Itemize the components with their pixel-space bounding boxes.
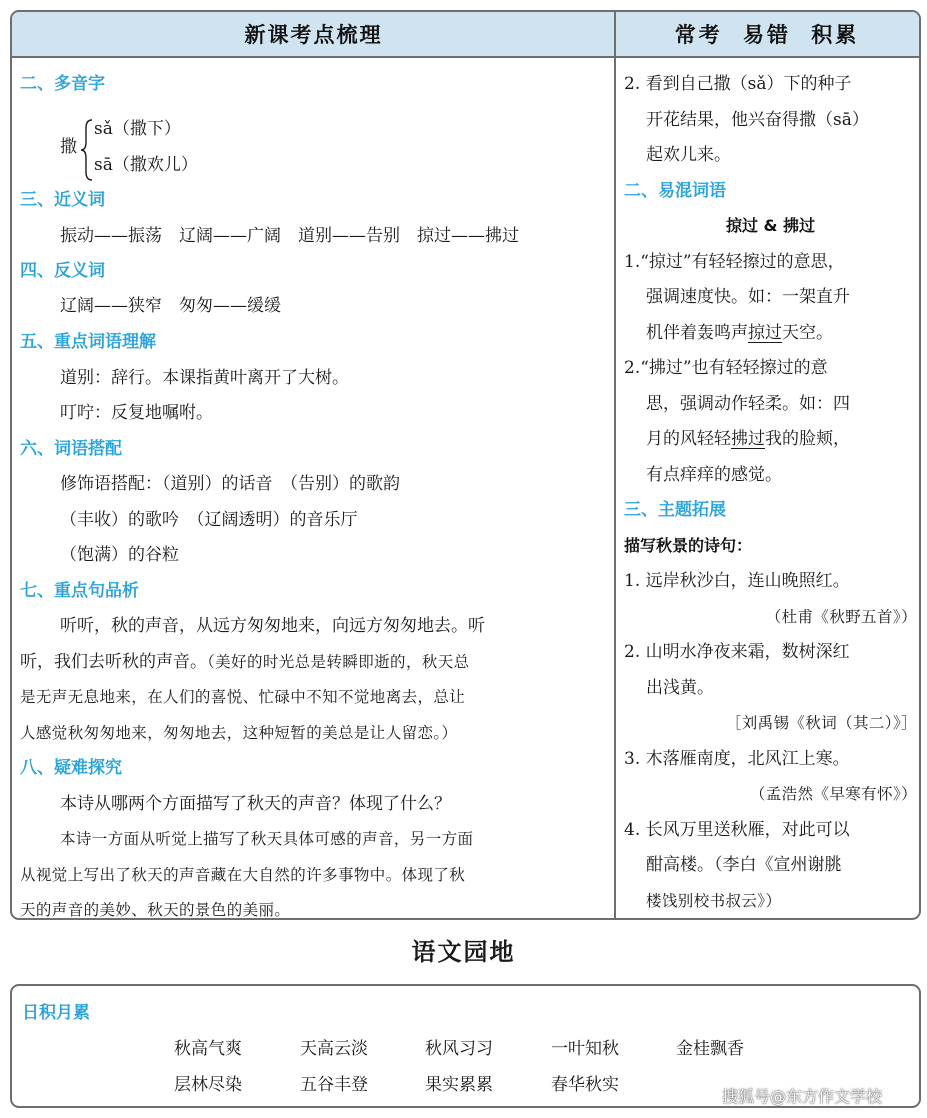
synonym-line: 振动——振荡 辽阔——广阔 道别——告别 掠过——拂过 bbox=[60, 226, 519, 246]
question-line: 本诗从哪两个方面描写了秋天的声音？体现了什么？ bbox=[60, 794, 451, 814]
idiom-2: 天高云淡 bbox=[300, 1039, 368, 1059]
polyphone-char: 撒 bbox=[60, 137, 77, 157]
antonym-line: 辽阔——狭窄 匆匆——缓缓 bbox=[60, 296, 281, 316]
vocab-line-2: 叮咛：反复地嘱咐。 bbox=[60, 403, 213, 423]
collocation-line-1: 修饰语搭配：（道别）的话音 （告别）的歌韵 bbox=[60, 474, 400, 494]
daily-accumulation-title: 日积月累 bbox=[22, 1003, 90, 1023]
idiom-7: 五谷丰登 bbox=[300, 1075, 368, 1095]
watermark: 搜狐号@东方作文学校 bbox=[722, 1087, 883, 1106]
answer-line-3: 天的声音的美妙、秋天的景色的美丽。 bbox=[20, 901, 291, 919]
section-vocab-title: 五、重点词语理解 bbox=[20, 332, 156, 352]
confusing-1-underlined: 掠过 bbox=[748, 323, 782, 343]
polyphone-reading-1: sǎ（撒下） bbox=[94, 119, 181, 139]
confusing-2-line-3 bbox=[646, 421, 850, 457]
section-polyphone-title: 二、多音字 bbox=[20, 74, 105, 94]
collocation-line-2: （丰收）的歌吟 （辽阔透明）的音乐厅 bbox=[60, 510, 358, 530]
sentence-line-2 bbox=[20, 644, 470, 680]
poem-4-line-3: 楼饯别校书叔云》） bbox=[646, 892, 782, 910]
poem-3-source: （孟浩然《早寒有怀》） bbox=[749, 785, 917, 803]
right-column-header: 常考 易错 积累 bbox=[615, 12, 919, 58]
theme-subtitle: 描写秋景的诗句： bbox=[624, 536, 753, 555]
confusing-1-line-2: 强调速度快。如：一架直升 bbox=[646, 287, 850, 307]
example-2-line-2: 开花结果，他兴奋得撒（sā） bbox=[646, 110, 869, 130]
column-divider bbox=[614, 12, 616, 918]
poem-2-line-2: 出浅黄。 bbox=[646, 678, 714, 698]
polyphone-brace-group bbox=[60, 114, 260, 184]
poem-1-line: 1. 远岸秋沙白，连山晚照红。 bbox=[624, 571, 850, 591]
sentence-note-line-3: 是无声无息地来，在人们的喜悦、忙碌中不知不觉地离去，总让 bbox=[20, 688, 466, 706]
sentence-line-2-main: 听，我们去听秋的声音。 bbox=[20, 652, 207, 672]
confusing-1-text-a: 机伴着轰鸣声 bbox=[646, 323, 748, 343]
confusing-1-text-b: 天空。 bbox=[782, 323, 833, 343]
section-sentence-title: 七、重点句品析 bbox=[20, 581, 139, 601]
collocation-line-3: （饱满）的谷粒 bbox=[60, 545, 179, 565]
sentence-line-1: 听听，秋的声音，从远方匆匆地来，向远方匆匆地去。听 bbox=[60, 616, 485, 636]
sentence-note-line-4: 人感觉秋匆匆地来，匆匆地去，这种短暂的美总是让人留恋。） bbox=[20, 724, 458, 742]
study-notes-panel bbox=[10, 10, 921, 920]
section-title-yuwen-yuandi: 语文园地 bbox=[411, 938, 516, 966]
section-collocation-title: 六、词语搭配 bbox=[20, 439, 122, 459]
confusing-2-line-4: 有点痒痒的感觉。 bbox=[646, 465, 782, 485]
confusing-2-line-1: 2.“拂过”也有轻轻擦过的意 bbox=[624, 358, 828, 378]
sentence-line-2-note: （美好的时光总是转瞬即逝的，秋天总 bbox=[207, 653, 470, 671]
idiom-5: 金桂飘香 bbox=[676, 1039, 744, 1059]
poem-2-line-1: 2. 山明水净夜来霜，数树深红 bbox=[624, 642, 850, 662]
section-synonym-title: 三、近义词 bbox=[20, 190, 105, 210]
poem-4-line-2: 酣高楼。（李白《宣州谢朓 bbox=[646, 855, 842, 875]
vocab-line-1: 道别：辞行。本课指黄叶离开了大树。 bbox=[60, 368, 349, 388]
poem-4-line-1: 4. 长风万里送秋雁，对此可以 bbox=[624, 820, 850, 840]
confusing-1-line-3 bbox=[646, 315, 833, 351]
poem-3-line: 3. 木落雁南度，北风江上寒。 bbox=[624, 749, 850, 769]
section-antonym-title: 四、反义词 bbox=[20, 261, 105, 281]
polyphone-reading-2: sā（撒欢儿） bbox=[94, 155, 198, 175]
example-2-line-3: 起欢儿来。 bbox=[646, 145, 731, 165]
section-question-title: 八、疑难探究 bbox=[20, 758, 122, 778]
idiom-1: 秋高气爽 bbox=[174, 1039, 242, 1059]
confusing-1-line-1: 1.“掠过”有轻轻擦过的意思， bbox=[624, 252, 845, 272]
answer-line-2: 从视觉上写出了秋天的声音藏在大自然的许多事物中。体现了秋 bbox=[20, 866, 466, 884]
poem-1-source: （杜甫《秋野五首》） bbox=[765, 608, 917, 626]
section-theme-title: 三、主题拓展 bbox=[624, 500, 726, 520]
example-2-line-1: 2. 看到自己撒（sǎ）下的种子 bbox=[624, 74, 852, 94]
confusing-2-text-a: 月的风轻轻 bbox=[646, 429, 731, 449]
idiom-3: 秋风习习 bbox=[425, 1039, 493, 1059]
idiom-6: 层林尽染 bbox=[174, 1075, 242, 1095]
confusing-pair-subtitle: 掠过 & 拂过 bbox=[725, 216, 816, 235]
left-column-header: 新课考点梳理 bbox=[12, 12, 615, 58]
answer-line-1: 本诗一方面从听觉上描写了秋天具体可感的声音，另一方面 bbox=[60, 830, 474, 848]
confusing-2-text-b: 我的脸颊， bbox=[765, 429, 850, 449]
poem-2-source: ［刘禹锡《秋词（其二）》］ bbox=[725, 714, 917, 732]
confusing-2-underlined: 拂过 bbox=[731, 429, 765, 449]
idiom-4: 一叶知秋 bbox=[551, 1039, 619, 1059]
idiom-9: 春华秋实 bbox=[551, 1075, 619, 1095]
idiom-8: 果实累累 bbox=[425, 1075, 493, 1095]
section-confusing-title: 二、易混词语 bbox=[624, 181, 726, 201]
confusing-2-line-2: 思，强调动作轻柔。如：四 bbox=[646, 394, 850, 414]
brace-icon bbox=[80, 118, 94, 182]
